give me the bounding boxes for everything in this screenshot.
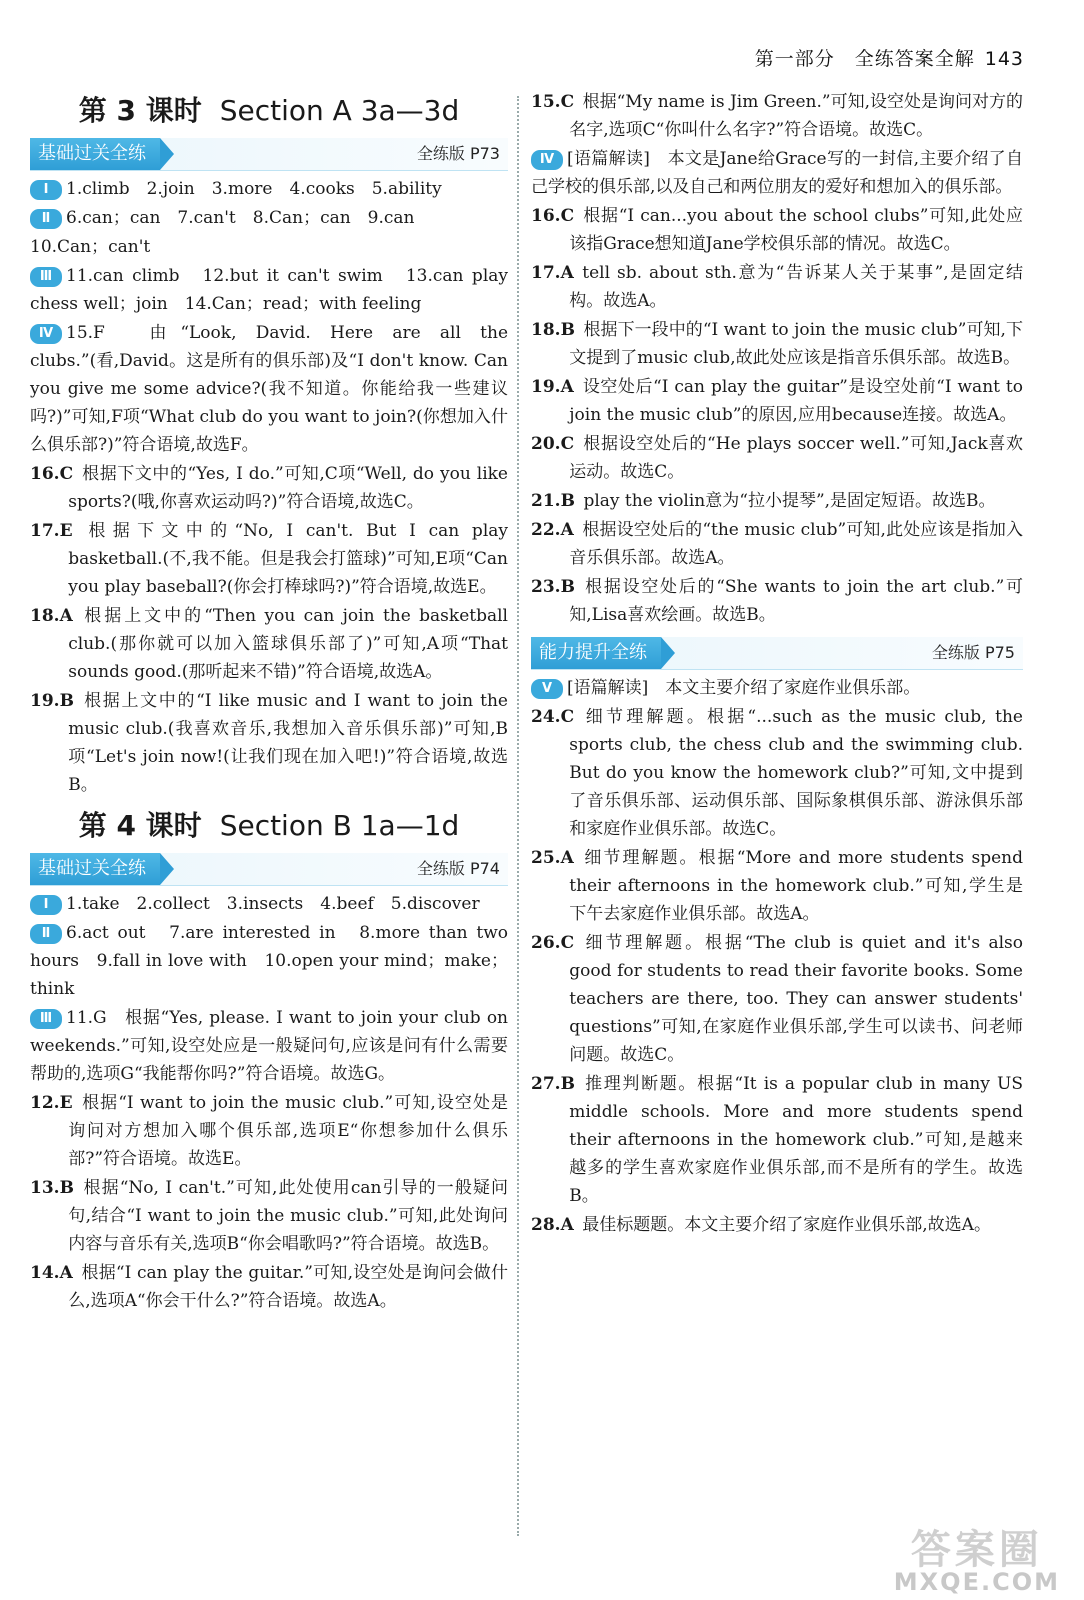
answer-number: 27.B [531, 1074, 575, 1094]
lesson-4-section: Section B 1a—1d [219, 809, 460, 842]
answer-item [531, 1070, 1023, 1210]
part-badge: Ⅱ [30, 924, 62, 944]
answer-number: 21.B [531, 491, 575, 511]
answer-text: 根据下文中的“Yes, I do.”可知,C项“Well, do you like sports?(哦,你喜欢运动吗?)”符合语境,故选C。 [68, 464, 508, 512]
answer-text: 11.can climb 12.but it can't swim 13.can play chess well；join 14.Can；read；with feeling [30, 266, 508, 314]
column-divider [517, 96, 519, 1536]
section-bar-advanced [531, 637, 1023, 670]
answer-text: 根据“My name is Jim Green.”可知,设空处是询问对方的名字,选项C“你叫什么名字?”符合语境。故选C。 [569, 92, 1023, 140]
answer-number: 17.A [531, 263, 574, 283]
section-bar-ref: 全练版 P74 [416, 859, 500, 878]
answer-number: 18.B [531, 320, 575, 340]
answer-text: 10.Can；can't [30, 237, 151, 257]
answer-text: 根据上文中的“I like music and I want to join the music club.(我喜欢音乐,我想加入音乐俱乐部)”可知,B项“Let's join now!(让我们现在加入吧!)”符合语境,故选B。 [68, 691, 508, 795]
right-answers-part2 [531, 674, 1023, 1239]
answer-text: 6.act out 7.are interested in 8.more than two hours 9.fall in love with 10.open your mind；make；think [30, 923, 508, 999]
part-badge: Ⅳ [30, 324, 62, 344]
answer-text: 15.F 由“Look, David. Here are all the clubs.”(看,David。这是所有的俱乐部)及“I don't know. Can you give me some advice?(我不知道。你能给我一些建议吗?)”可知,F项“What club do you want to join?(你想加入什么俱乐部?)”符合语境,故选F。 [30, 323, 508, 455]
answer-item [531, 573, 1023, 629]
answer-text: 细节理解题。根据“...such as the music club, the sports club, the chess club and the swimming club. But do you know the homework club?”可知,文中提到了音乐俱乐部、运动俱乐部、国际象棋俱乐部、游泳俱乐部和家庭作业俱乐部。故选C。 [569, 707, 1023, 839]
lesson-4-label: 第 4 课时 [78, 809, 202, 842]
answer-item [30, 890, 508, 918]
answer-text: [语篇解读] 本文主要介绍了家庭作业俱乐部。 [567, 678, 921, 698]
answer-item [531, 88, 1023, 144]
answer-text: 1.climb 2.join 3.more 4.cooks 5.ability [66, 179, 442, 199]
answer-item [531, 373, 1023, 429]
answer-number: 12.E [30, 1093, 73, 1113]
part-badge: Ⅲ [30, 267, 62, 287]
answer-item [531, 516, 1023, 572]
answer-item [531, 145, 1023, 201]
answer-number: 19.A [531, 377, 574, 397]
answer-number: 18.A [30, 606, 73, 626]
part-badge: Ⅰ [30, 895, 62, 915]
answer-item [30, 204, 508, 232]
answer-item [531, 316, 1023, 372]
answer-text: 1.take 2.collect 3.insects 4.beef 5.discover [66, 894, 480, 914]
answer-text: 根据“I can...you about the school clubs”可知,此处应该指Grace想知道Jane学校俱乐部的情况。故选C。 [569, 206, 1023, 254]
section-bar-basic-2 [30, 853, 508, 886]
lesson-3-section: Section A 3a—3d [219, 94, 460, 127]
answer-item [531, 430, 1023, 486]
section-bar-label: 基础过关全练 [30, 138, 160, 170]
answer-text: tell sb. about sth.意为“告诉某人关于某事”,是固定结构。故选A。 [569, 263, 1023, 311]
watermark-domain: MXQE.COM [893, 1568, 1060, 1596]
lesson-3-answers [30, 175, 508, 799]
watermark-logo-text: 答案圈 [910, 1527, 1043, 1573]
part-badge: Ⅳ [531, 150, 563, 170]
answer-item [30, 1259, 508, 1315]
answer-text: 细节理解题。根据“The club is quiet and it's also good for students to read their favorite books. Some teachers are there, too. They can answer students' questions”可知,在家庭作业俱乐部,学生可以读书、问老师问题。故选C。 [569, 933, 1023, 1065]
lesson-4-answers [30, 890, 508, 1315]
answer-text: 设空处后“I can play the guitar”是设空处前“I want to join the music club”的原因,应用because连接。故选A。 [569, 377, 1023, 425]
answer-number: 15.C [531, 92, 575, 112]
answer-item [531, 202, 1023, 258]
answer-item [30, 1004, 508, 1088]
answer-item [30, 319, 508, 459]
part-badge: Ⅲ [30, 1009, 62, 1029]
answer-item [531, 703, 1023, 843]
answer-text: 6.can；can 7.can't 8.Can；can 9.can [66, 208, 415, 228]
answer-text: 最佳标题题。本文主要介绍了家庭作业俱乐部,故选A。 [582, 1215, 991, 1235]
answer-number: 24.C [531, 707, 575, 727]
answer-text: play the violin意为“拉小提琴”,是固定短语。故选B。 [583, 491, 996, 511]
answer-text: 根据“I can play the guitar.”可知,设空处是询问会做什么,选项A“你会干什么?”符合语境。故选A。 [68, 1263, 508, 1311]
lesson-3-label: 第 3 课时 [78, 94, 202, 127]
part-badge: Ⅴ [531, 679, 563, 699]
site-watermark [893, 1527, 1060, 1596]
answer-item [30, 175, 508, 203]
answer-item [30, 1174, 508, 1258]
answer-item [531, 1211, 1023, 1239]
page-number: 143 [984, 48, 1024, 70]
answer-number: 22.A [531, 520, 574, 540]
answer-text: 11.G 根据“Yes, please. I want to join your club on weekends.”可知,设空处应是一般疑问句,应该是问有什么需要帮助的,选项G“我能帮你吗?”符合语境。故选G。 [30, 1008, 508, 1084]
answer-number: 17.E [30, 521, 73, 541]
section-bar-ref: 全练版 P75 [931, 643, 1015, 662]
answer-item [531, 844, 1023, 928]
answer-number: 26.C [531, 933, 575, 953]
answer-item [30, 687, 508, 799]
answer-text: 根据设空处后的“the music club”可知,此处应该是指加入音乐俱乐部。故选A。 [569, 520, 1023, 568]
left-column [30, 88, 508, 1316]
right-answers-part1 [531, 88, 1023, 629]
lesson-3-title [30, 92, 508, 130]
section-bar-ref: 全练版 P73 [416, 144, 500, 163]
answer-number: 28.A [531, 1215, 574, 1235]
answer-number: 23.B [531, 577, 575, 597]
answer-text: 推理判断题。根据“It is a popular club in many US middle schools. More and more students spend their afternoons in the homework club.”可知,是越来越多的学生喜欢家庭作业俱乐部,而不是所有的学生。故选B。 [569, 1074, 1023, 1206]
answer-text: 根据“No, I can't.”可知,此处使用can引导的一般疑问句,结合“I want to join the music club.”可知,此处询问内容与音乐有关,选项B“你会唱歌吗?”符合语境。故选B。 [68, 1178, 508, 1254]
answer-text: 根据设空处后的“She wants to join the art club.”可知,Lisa喜欢绘画。故选B。 [569, 577, 1023, 625]
answer-item [531, 487, 1023, 515]
running-head [755, 44, 1024, 71]
answer-text: 根据下一段中的“I want to join the music club”可知,下文提到了music club,故此处应该是指音乐俱乐部。故选B。 [569, 320, 1023, 368]
lesson-4-title [30, 807, 508, 845]
answer-item [30, 262, 508, 318]
answer-text: 细节理解题。根据“More and more students spend their afternoons in the homework club.”可知,学生是下午去家庭作业俱乐部。故选A。 [569, 848, 1023, 924]
running-head-text: 第一部分 全练答案全解 [754, 48, 975, 70]
answer-text: [语篇解读] 本文是Jane给Grace写的一封信,主要介绍了自己学校的俱乐部,以及自己和两位朋友的爱好和想加入的俱乐部。 [531, 149, 1023, 197]
section-bar-label: 能力提升全练 [531, 637, 661, 669]
answer-number: 16.C [30, 464, 74, 484]
answer-text: 根据设空处后的“He plays soccer well.”可知,Jack喜欢运动。故选C。 [569, 434, 1023, 482]
section-bar-basic-1 [30, 138, 508, 171]
answer-number: 16.C [531, 206, 575, 226]
answer-item [30, 1089, 508, 1173]
answer-item [30, 602, 508, 686]
part-badge: Ⅱ [30, 209, 62, 229]
answer-item [531, 674, 1023, 702]
right-column [531, 88, 1023, 1240]
answer-number: 19.B [30, 691, 74, 711]
answer-number: 25.A [531, 848, 574, 868]
answer-number: 14.A [30, 1263, 73, 1283]
answer-item [531, 259, 1023, 315]
answer-text: 根据上文中的“Then you can join the basketball club.(那你就可以加入篮球俱乐部了)”可知,A项“That sounds good.(那听起来不错)”符合语境,故选A。 [68, 606, 508, 682]
answer-item [531, 929, 1023, 1069]
answer-item [30, 460, 508, 516]
answer-text: 根据“I want to join the music club.”可知,设空处是询问对方想加入哪个俱乐部,选项E“你想参加什么俱乐部?”符合语境。故选E。 [68, 1093, 508, 1169]
part-badge: Ⅰ [30, 180, 62, 200]
answer-number: 20.C [531, 434, 575, 454]
answer-number: 13.B [30, 1178, 74, 1198]
answer-item [30, 517, 508, 601]
section-bar-label: 基础过关全练 [30, 853, 160, 885]
answer-item [30, 233, 508, 261]
answer-text: 根据下文中的“No, I can't. But I can play basketball.(不,我不能。但是我会打篮球)”可知,E项“Can you play baseball?(你会打棒球吗?)”符合语境,故选E。 [68, 521, 508, 597]
answer-item [30, 919, 508, 1003]
